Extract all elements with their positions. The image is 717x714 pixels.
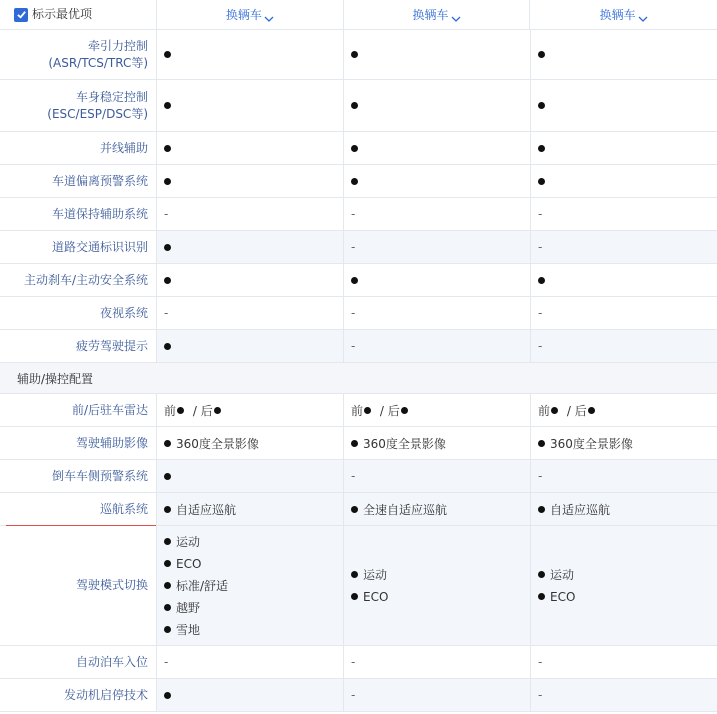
value-cell: [156, 526, 343, 645]
filled-dot-icon: [351, 277, 358, 284]
feature-absent: [538, 335, 711, 357]
feature-present: [351, 95, 523, 117]
feature-present: [164, 684, 336, 706]
table-row: [0, 80, 717, 132]
feature-option: [164, 553, 336, 575]
feature-option: [538, 586, 711, 608]
filled-dot-icon: [164, 51, 171, 58]
feature-option: [351, 498, 523, 520]
feature-option: [164, 597, 336, 619]
row-label: 发动机启停技术: [0, 679, 156, 711]
filled-dot-icon: [364, 407, 371, 414]
table-row: [0, 493, 717, 526]
filled-dot-icon: [164, 178, 171, 185]
feature-option: [351, 586, 523, 608]
filled-dot-icon: [351, 440, 358, 447]
feature-absent: [351, 684, 523, 706]
value-cell: [343, 297, 530, 329]
feature-present: [164, 236, 336, 258]
option-text: 360度全景影像: [363, 436, 446, 451]
value-cell: [343, 460, 530, 492]
value-cell: [343, 80, 530, 131]
table-row: [0, 330, 717, 363]
value-cell: [530, 132, 717, 164]
feature-present: [164, 465, 336, 487]
value-cell: [156, 427, 343, 459]
feature-absent: [351, 203, 523, 225]
feature-option: [351, 564, 523, 586]
value-cell: [156, 80, 343, 131]
filled-dot-icon: [538, 440, 545, 447]
checkbox-checked-icon[interactable]: [14, 8, 28, 22]
filled-dot-icon: [351, 51, 358, 58]
table-row: [0, 679, 717, 712]
value-cell: [156, 132, 343, 164]
filled-dot-icon: [164, 343, 171, 350]
radar-front: 前: [351, 403, 364, 418]
feature-present: [538, 170, 711, 192]
table-row: [0, 460, 717, 493]
row-label: 牵引力控制(ASR/TCS/TRC等): [0, 30, 156, 79]
feature-present: [164, 269, 336, 291]
value-cell: [343, 493, 530, 525]
value-cell: [156, 493, 343, 525]
feature-option: [538, 564, 711, 586]
dash-text: -: [351, 306, 356, 320]
filled-dot-icon: [538, 102, 545, 109]
change-car-button-3[interactable]: [529, 0, 717, 29]
feature-present: [351, 170, 523, 192]
feature-absent: [351, 236, 523, 258]
feature-absent: [538, 236, 711, 258]
feature-absent: [351, 651, 523, 673]
value-cell: [343, 427, 530, 459]
dash-text: -: [164, 306, 169, 320]
option-text: 全速自适应巡航: [363, 502, 448, 517]
table-row: [0, 30, 717, 80]
filled-dot-icon: [164, 692, 171, 699]
value-cell: [343, 646, 530, 678]
dash-text: -: [351, 469, 356, 483]
filled-dot-icon: [214, 407, 221, 414]
value-cell: [530, 30, 717, 79]
value-cell: [530, 679, 717, 711]
feature-option: [164, 498, 336, 520]
filled-dot-icon: [164, 102, 171, 109]
filled-dot-icon: [588, 407, 595, 414]
option-text: 自适应巡航: [550, 502, 611, 517]
feature-present: [538, 95, 711, 117]
row-label: 道路交通标识识别: [0, 231, 156, 263]
chevron-down-icon: [451, 16, 461, 23]
filled-dot-icon: [164, 277, 171, 284]
feature-absent: [538, 302, 711, 324]
filled-dot-icon: [164, 244, 171, 251]
feature-absent: [351, 465, 523, 487]
filled-dot-icon: [164, 538, 171, 545]
feature-absent: [351, 302, 523, 324]
feature-option: [164, 575, 336, 597]
safety-table: [0, 30, 717, 363]
value-cell: [156, 297, 343, 329]
dash-text: -: [538, 688, 543, 702]
value-cell: [343, 30, 530, 79]
option-text: 360度全景影像: [176, 436, 259, 451]
option-text: ECO: [550, 589, 576, 604]
value-cell: [156, 30, 343, 79]
feature-present: [164, 137, 336, 159]
feature-absent: [538, 651, 711, 673]
option-text: ECO: [176, 556, 202, 571]
change-car-label: 换辆车: [225, 8, 262, 22]
filled-dot-icon: [538, 571, 545, 578]
table-row-parking-radar: [0, 394, 717, 427]
filled-dot-icon: [164, 440, 171, 447]
feature-present: [538, 269, 711, 291]
filled-dot-icon: [164, 560, 171, 567]
change-car-label: 换辆车: [412, 8, 449, 22]
highlight-best-toggle[interactable]: [0, 0, 156, 29]
value-cell: [156, 264, 343, 296]
value-cell: [343, 679, 530, 711]
row-label: 驾驶辅助影像: [0, 427, 156, 459]
table-row: [0, 646, 717, 679]
row-label: 前/后驻车雷达: [0, 394, 156, 426]
value-cell: [530, 231, 717, 263]
filled-dot-icon: [351, 178, 358, 185]
feature-absent: [164, 651, 336, 673]
dash-text: -: [538, 306, 543, 320]
value-cell: [530, 460, 717, 492]
filled-dot-icon: [351, 102, 358, 109]
row-label: 并线辅助: [0, 132, 156, 164]
option-text: 运动: [176, 535, 201, 549]
feature-absent: [164, 203, 336, 225]
value-cell: [530, 198, 717, 230]
feature-option: [164, 432, 336, 454]
feature-absent: [538, 684, 711, 706]
value-cell: [343, 132, 530, 164]
option-text: ECO: [363, 589, 389, 604]
feature-option: [164, 619, 336, 641]
dash-text: -: [164, 207, 169, 221]
value-cell: [343, 231, 530, 263]
section-title: 辅助/操控配置: [17, 371, 94, 386]
value-cell: [343, 330, 530, 362]
dash-text: -: [538, 240, 543, 254]
feature-absent: [538, 203, 711, 225]
filled-dot-icon: [401, 407, 408, 414]
chevron-down-icon: [264, 16, 274, 23]
radar-rear: / 后: [566, 403, 587, 418]
filled-dot-icon: [538, 506, 545, 513]
feature-option: [164, 531, 336, 553]
option-text: 运动: [550, 568, 575, 582]
feature-present: [351, 269, 523, 291]
feature-present: [164, 44, 336, 66]
value-cell: [156, 165, 343, 197]
table-row: [0, 198, 717, 231]
value-cell: [343, 165, 530, 197]
value-cell: [530, 427, 717, 459]
feature-present: [538, 137, 711, 159]
checkbox-label: 标示最优项: [32, 7, 93, 21]
feature-option: [538, 432, 711, 454]
row-label: 倒车车侧预警系统: [0, 460, 156, 492]
dash-text: -: [538, 469, 543, 483]
change-car-button-2[interactable]: [343, 0, 530, 29]
filled-dot-icon: [551, 407, 558, 414]
table-row: [0, 427, 717, 460]
dash-text: -: [351, 240, 356, 254]
feature-present: [164, 95, 336, 117]
radar-cell-1: [156, 394, 343, 426]
table-row: [0, 297, 717, 330]
option-text: 标准/舒适: [176, 579, 229, 593]
chevron-down-icon: [638, 16, 648, 23]
filled-dot-icon: [351, 593, 358, 600]
filled-dot-icon: [164, 582, 171, 589]
value-cell: [530, 297, 717, 329]
value-cell: [156, 330, 343, 362]
compare-header: [0, 0, 717, 30]
value-cell: [530, 493, 717, 525]
dash-text: -: [351, 655, 356, 669]
value-cell: [530, 165, 717, 197]
radar-rear: / 后: [379, 403, 400, 418]
value-cell: [156, 679, 343, 711]
filled-dot-icon: [164, 604, 171, 611]
dash-text: -: [351, 688, 356, 702]
filled-dot-icon: [351, 506, 358, 513]
option-text: 越野: [176, 601, 201, 615]
filled-dot-icon: [538, 145, 545, 152]
radar-cell-3: [530, 394, 717, 426]
value-cell: [343, 198, 530, 230]
radar-cell-2: [343, 394, 530, 426]
dash-text: -: [351, 207, 356, 221]
option-text: 雪地: [176, 623, 201, 637]
dash-text: -: [538, 655, 543, 669]
filled-dot-icon: [351, 145, 358, 152]
assist-table: [0, 427, 717, 712]
value-cell: [156, 231, 343, 263]
filled-dot-icon: [538, 593, 545, 600]
feature-absent: [538, 465, 711, 487]
filled-dot-icon: [351, 571, 358, 578]
table-row: [0, 526, 717, 646]
value-cell: [156, 646, 343, 678]
filled-dot-icon: [538, 51, 545, 58]
feature-present: [351, 137, 523, 159]
radar-front: 前: [164, 403, 177, 418]
filled-dot-icon: [164, 626, 171, 633]
option-text: 运动: [363, 568, 388, 582]
change-car-label: 换辆车: [599, 8, 636, 22]
value-cell: [530, 330, 717, 362]
table-row: [0, 132, 717, 165]
radar-front: 前: [538, 403, 551, 418]
feature-present: [351, 44, 523, 66]
filled-dot-icon: [164, 145, 171, 152]
value-cell: [156, 198, 343, 230]
value-cell: [530, 80, 717, 131]
feature-option: [538, 498, 711, 520]
dash-text: -: [351, 339, 356, 353]
dash-text: -: [538, 339, 543, 353]
filled-dot-icon: [164, 506, 171, 513]
selected-row-marker: [6, 525, 156, 526]
table-row: [0, 231, 717, 264]
radar-rear: / 后: [192, 403, 213, 418]
section-header-assist: [0, 363, 717, 394]
option-text: 360度全景影像: [550, 436, 633, 451]
row-label: 主动刹车/主动安全系统: [0, 264, 156, 296]
row-label: 车道保持辅助系统: [0, 198, 156, 230]
value-cell: [156, 460, 343, 492]
value-cell: [530, 264, 717, 296]
option-text: 自适应巡航: [176, 502, 237, 517]
feature-option: [351, 432, 523, 454]
feature-present: [538, 44, 711, 66]
dash-text: -: [538, 207, 543, 221]
value-cell: [530, 526, 717, 645]
filled-dot-icon: [538, 178, 545, 185]
change-car-button-1[interactable]: [156, 0, 343, 29]
row-label: 自动泊车入位: [0, 646, 156, 678]
filled-dot-icon: [538, 277, 545, 284]
table-row: [0, 264, 717, 297]
row-label: 巡航系统: [0, 493, 156, 525]
feature-absent: [164, 302, 336, 324]
feature-absent: [351, 335, 523, 357]
filled-dot-icon: [164, 473, 171, 480]
feature-present: [164, 335, 336, 357]
row-label: 疲劳驾驶提示: [0, 330, 156, 362]
dash-text: -: [164, 655, 169, 669]
value-cell: [530, 646, 717, 678]
feature-present: [164, 170, 336, 192]
row-label: 车道偏离预警系统: [0, 165, 156, 197]
table-row: [0, 165, 717, 198]
filled-dot-icon: [177, 407, 184, 414]
value-cell: [343, 526, 530, 645]
row-label: 车身稳定控制(ESC/ESP/DSC等): [0, 80, 156, 131]
value-cell: [343, 264, 530, 296]
row-label: 驾驶模式切换: [0, 526, 156, 645]
row-label: 夜视系统: [0, 297, 156, 329]
